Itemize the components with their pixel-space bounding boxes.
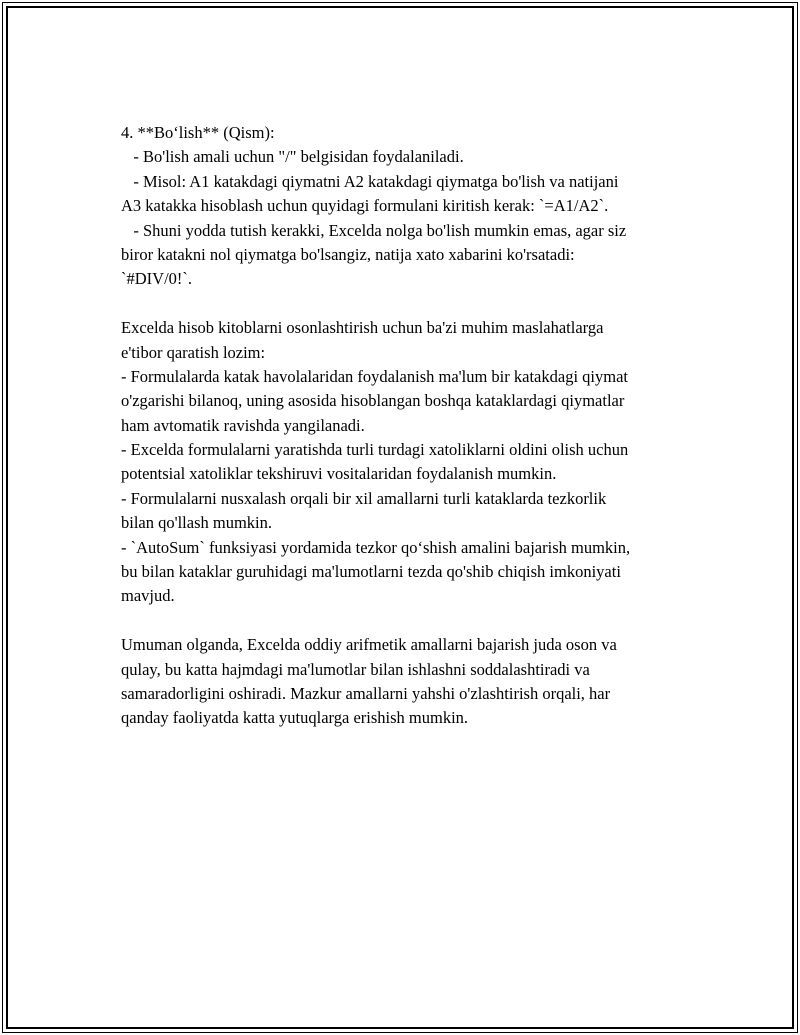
division-heading: 4. **Bo‘lish** (Qism): [121,123,275,142]
tips-line: o'zgarishi bilanoq, uning asosida hisoblangan boshqa kataklardagi qiymatlar [121,391,625,411]
conclusion-line: qulay, bu katta hajmdagi ma'lumotlar bilan ishlashni soddalashtiradi va [121,659,590,679]
division-line: `#DIV/0!`. [121,269,193,289]
document-body [121,121,693,731]
paragraph-gap [121,609,693,633]
tips-line: potentsial xatoliklar tekshiruvi vositalaridan foydalanish mumkin. [121,464,557,484]
conclusion-line: Umuman olganda, Excelda oddiy arifmetik amallarni bajarish juda oson va [121,635,617,655]
tips-line: - Formulalarni nusxalash orqali bir xil amallarni turli kataklarda tezkorlik [121,488,607,508]
tips-line: - `AutoSum` funksiyasi yordamida tezkor qo‘shish amalini bajarish mumkin, [121,537,631,557]
division-line: biror katakni nol qiymatga bo'lsangiz, natija xato xabarini ko'rsatadi: [121,244,575,264]
tips-line: e'tibor qaratish lozim: [121,342,266,362]
division-line: A3 katakka hisoblash uchun quyidagi formulani kiritish kerak: `=A1/A2`. [121,196,609,216]
paragraph-gap [121,292,693,316]
division-line: - Shuni yodda tutish kerakki, Excelda nolga bo'lish mumkin emas, agar siz [121,220,627,240]
division-section [121,121,693,292]
tips-section [121,316,693,609]
tips-line: - Excelda formulalarni yaratishda turli turdagi xatoliklarni oldini olish uchun [121,440,629,460]
division-line: - Bo'lish amali uchun "/" belgisidan foydalaniladi. [121,147,464,167]
tips-line: Excelda hisob kitoblarni osonlashtirish uchun ba'zi muhim maslahatlarga [121,318,604,338]
division-line: - Misol: A1 katakdagi qiymatni A2 katakdagi qiymatga bo'lish va natijani [121,171,619,191]
conclusion-section [121,633,693,731]
tips-line: - Formulalarda katak havolalaridan foydalanish ma'lum bir katakdagi qiymat [121,366,628,386]
conclusion-line: qanday faoliyatda katta yutuqlarga erishish mumkin. [121,708,469,728]
tips-line: bilan qo'llash mumkin. [121,513,273,533]
tips-line: bu bilan kataklar guruhidagi ma'lumotlarni tezda qo'shib chiqish imkoniyati [121,562,621,582]
document-page [2,2,798,1033]
tips-line: ham avtomatik ravishda yangilanadi. [121,415,365,435]
conclusion-line: samaradorligini oshiradi. Mazkur amallarni yahshi o'zlashtirish orqali, har [121,683,611,703]
tips-line: mavjud. [121,586,175,606]
